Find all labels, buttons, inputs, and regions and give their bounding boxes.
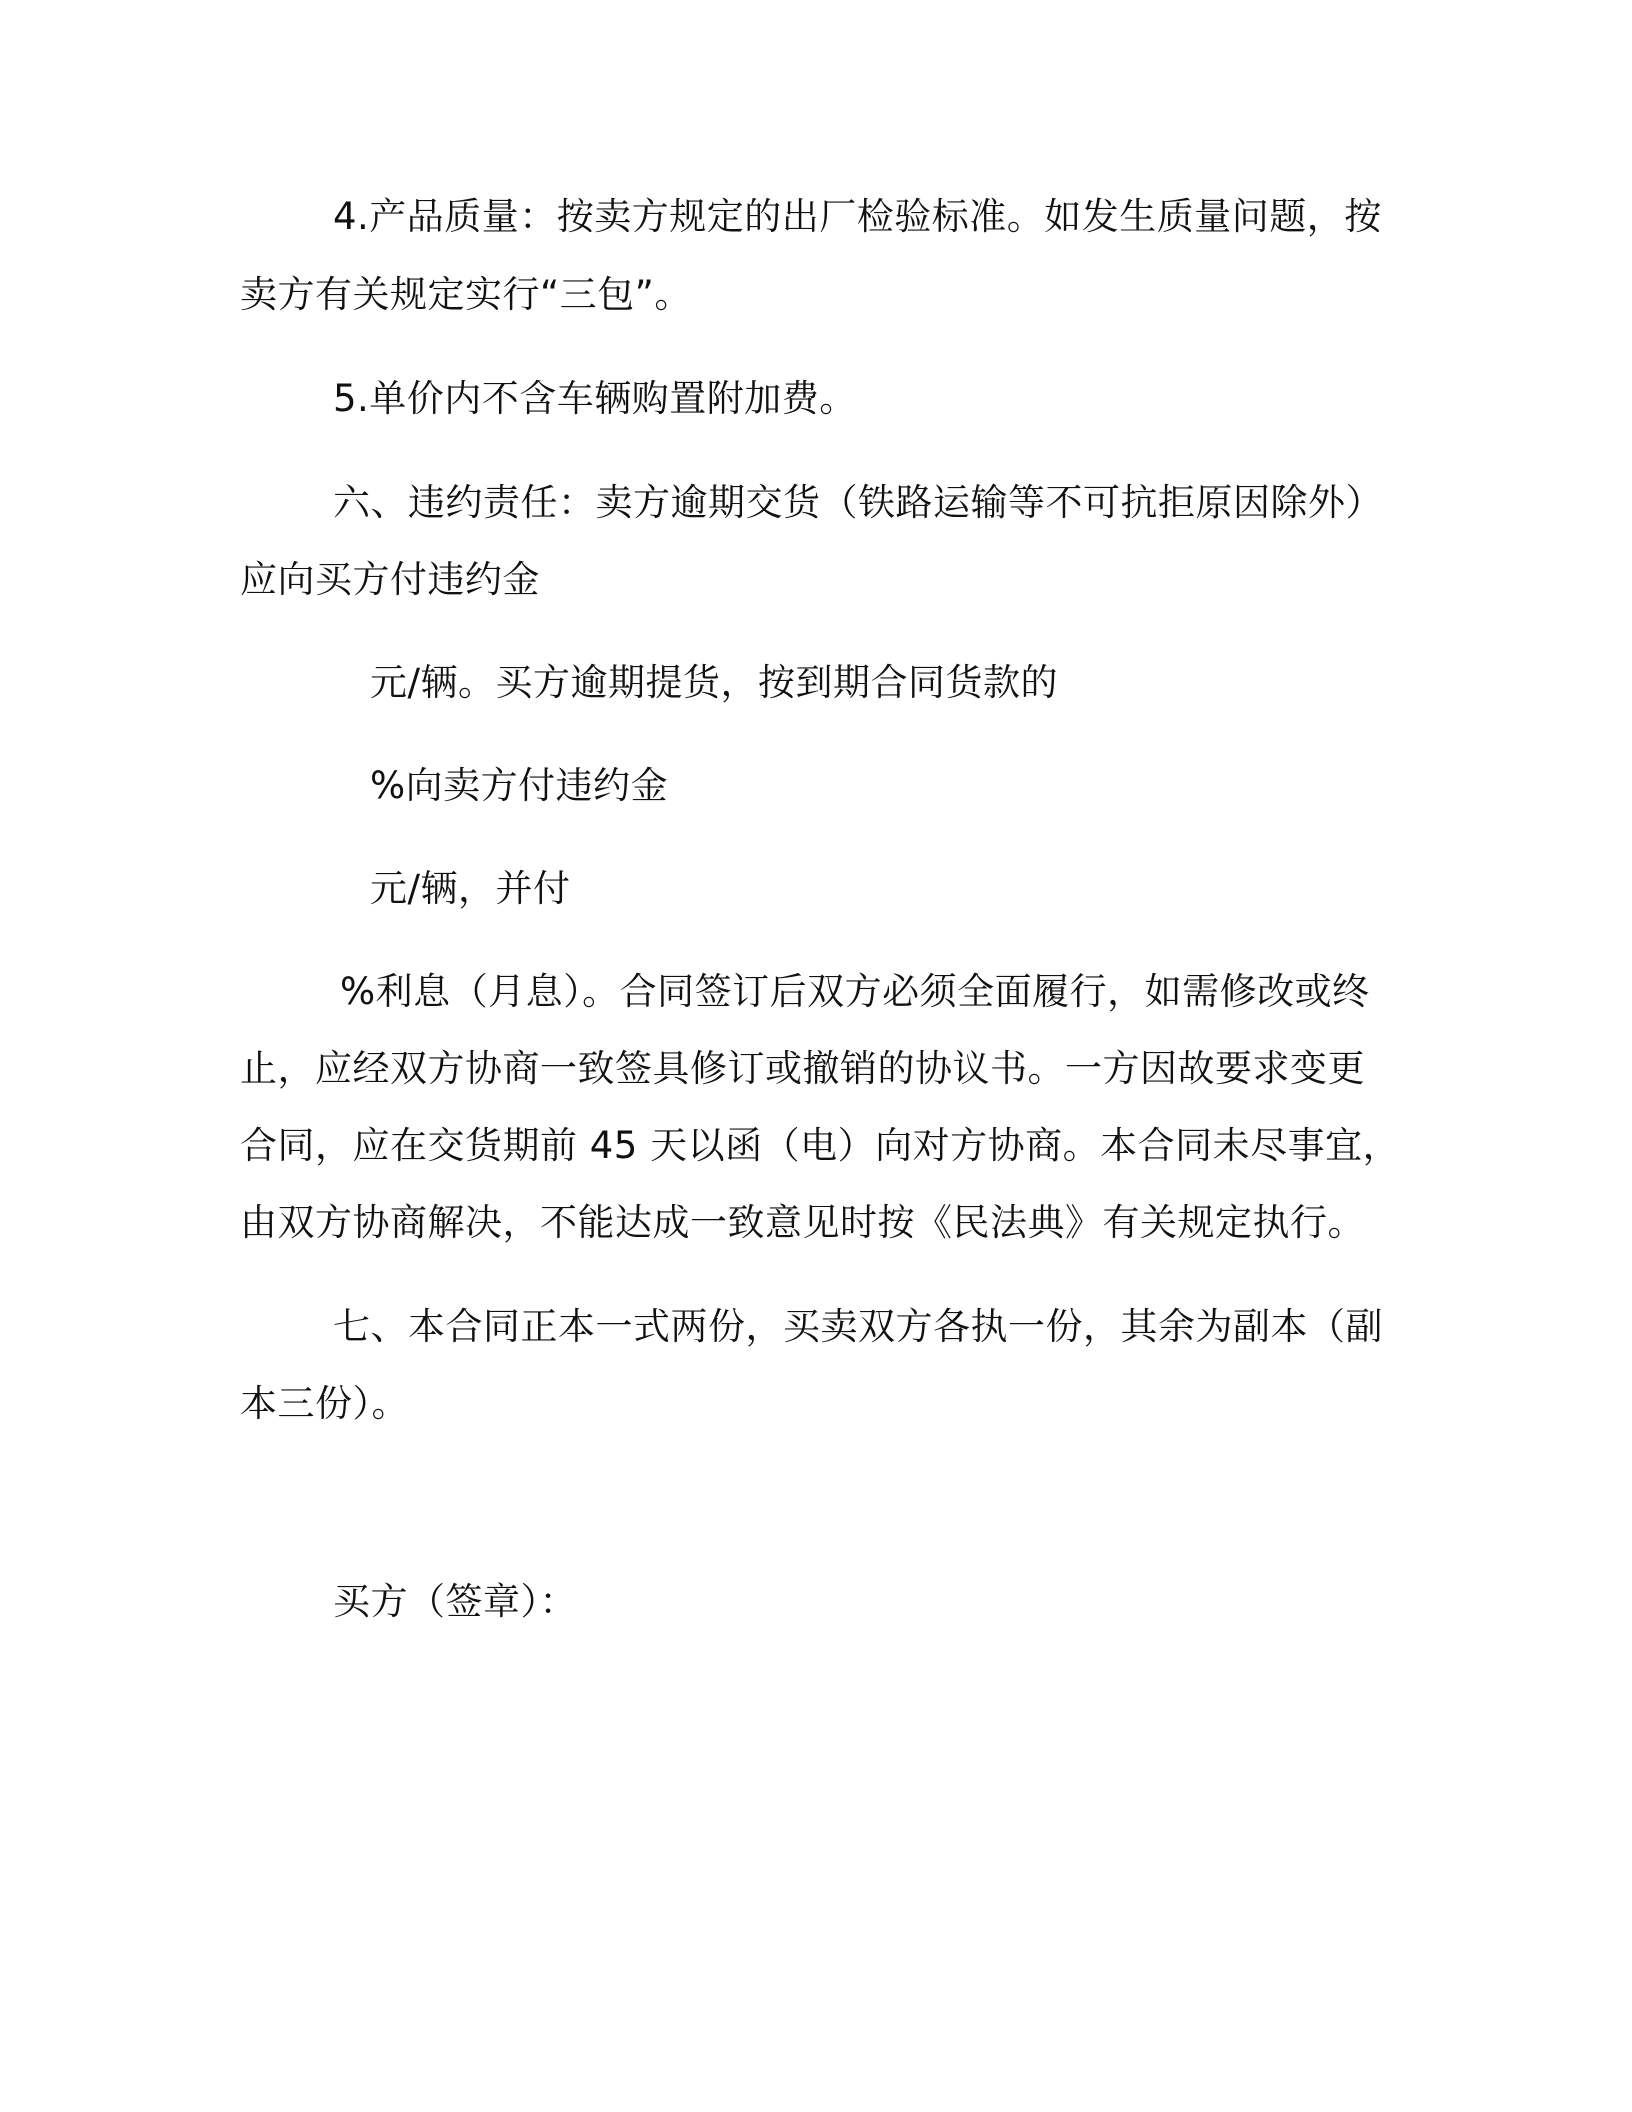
clause-4-line-1: 4.产品质量：按卖方规定的出厂检验标准。如发生质量问题，按 bbox=[333, 195, 1382, 238]
clause-6-line-3: 元/辆。买方逾期提货，按到期合同货款的 bbox=[370, 661, 1058, 704]
clause-5-line: 5.单价内不含车辆购置附加费。 bbox=[333, 377, 857, 420]
clause-6-line-4: %向卖方付违约金 bbox=[370, 764, 669, 807]
clause-7-line-2: 本三份）。 bbox=[240, 1382, 409, 1425]
clause-4-line-2: 卖方有关规定实行“三包”。 bbox=[240, 273, 692, 316]
clause-6-line-2: 应向买方付违约金 bbox=[240, 558, 540, 601]
clause-6-line-7: 止，应经双方协商一致签具修订或撤销的协议书。一方因故要求变更 bbox=[240, 1047, 1365, 1090]
buyer-signature-label: 买方（签章）： bbox=[333, 1580, 577, 1623]
clause-6-line-6: %利息（月息）。合同签订后双方必须全面履行，如需修改或终 bbox=[340, 970, 1370, 1013]
clause-6-line-9: 由双方协商解决，不能达成一致意见时按《民法典》有关规定执行。 bbox=[240, 1201, 1365, 1244]
clause-7-line-1: 七、本合同正本一式两份，买卖双方各执一份，其余为副本（副 bbox=[333, 1305, 1383, 1348]
clause-6-line-8: 合同，应在交货期前 45 天以函（电）向对方协商。本合同未尽事宜， bbox=[240, 1124, 1401, 1167]
clause-6-line-1: 六、违约责任：卖方逾期交货（铁路运输等不可抗拒原因除外） bbox=[333, 481, 1383, 524]
clause-6-line-5: 元/辆，并付 bbox=[370, 867, 571, 910]
